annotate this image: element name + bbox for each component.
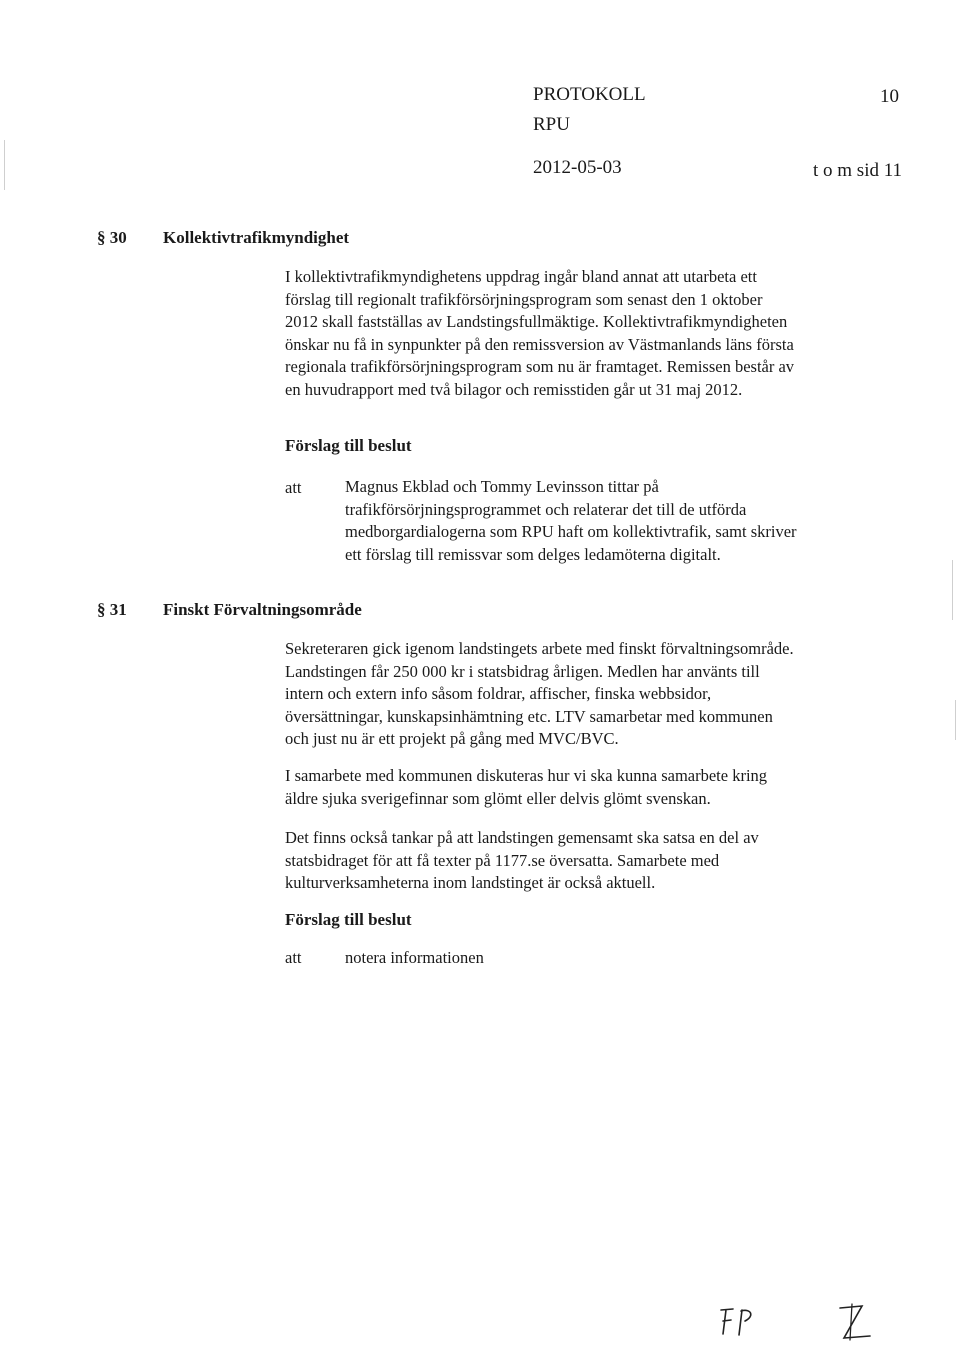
- paragraph-line: Det finns också tankar på att landstingen gemensamt ska satsa en del av: [285, 828, 759, 847]
- section-31-title: Finskt Förvaltningsområde: [163, 600, 362, 619]
- scan-edge-mark: [955, 700, 956, 740]
- page-range: t o m sid 11: [813, 160, 903, 181]
- meeting-date: 2012-05-03: [533, 157, 622, 178]
- section-31-number: § 31: [97, 600, 127, 619]
- paragraph-line: en huvudrapport med två bilagor och remisstiden går ut 31 maj 2012.: [285, 379, 743, 399]
- paragraph-line: översättningar, kunskapsinhämtning etc. LTV samarbetar med kommunen: [285, 706, 773, 726]
- paragraph-line: önskar nu få in synpunkter på den remissversion av Västmanlands läns första: [285, 334, 794, 354]
- section-30-number: § 30: [97, 228, 127, 247]
- section-31-paragraph-1: [285, 638, 794, 751]
- paragraph-line: statsbidraget för att få texter på 1177.se översatta. Samarbete med: [285, 850, 720, 870]
- handwritten-initials-z: [830, 1300, 880, 1346]
- paragraph-line: I samarbete med kommunen diskuteras hur vi ska kunna samarbete kring: [285, 766, 768, 785]
- section-30-paragraph: [285, 266, 794, 401]
- att-line: trafikförsörjningsprogrammet och relaterar det till de utförda: [345, 499, 747, 519]
- document-type: PROTOKOLL: [533, 84, 646, 105]
- section-30-att-label: att: [285, 478, 302, 497]
- att-line: ett förslag till remissvar som delges ledamöterna digitalt.: [345, 544, 721, 564]
- paragraph-line: I kollektivtrafikmyndighetens uppdrag ingår bland annat att utarbeta ett: [285, 267, 757, 286]
- organization: RPU: [533, 114, 570, 135]
- section-31-paragraph-2: [285, 765, 767, 810]
- scan-edge-mark: [4, 140, 5, 190]
- scan-edge-mark: [952, 560, 953, 620]
- section-31-att-label: att: [285, 948, 302, 967]
- section-31-att-text: notera informationen: [345, 948, 484, 967]
- paragraph-line: regionala trafikförsörjningsprogram som nu är framtaget. Remissen består av: [285, 357, 795, 376]
- paragraph-line: äldre sjuka sverigefinnar som glömt eller delvis glömt svenskan.: [285, 788, 711, 808]
- att-line: medborgardialogerna som RPU haft om kollektivtrafik, samt skriver: [345, 522, 797, 541]
- paragraph-line: kulturverksamheterna inom landstinget är också aktuell.: [285, 873, 656, 892]
- paragraph-line: och just nu är ett projekt på gång med MVC/BVC.: [285, 729, 619, 748]
- section-30-att-text: [345, 476, 797, 566]
- paragraph-line: Sekreteraren gick igenom landstingets arbete med finskt förvaltningsområde.: [285, 639, 794, 658]
- handwritten-initials-fp: [715, 1300, 775, 1340]
- section-31-paragraph-3: [285, 827, 759, 895]
- paragraph-line: förslag till regionalt trafikförsörjningsprogram som senast den 1 oktober: [285, 289, 763, 309]
- att-line: Magnus Ekblad och Tommy Levinsson tittar på: [345, 477, 659, 496]
- section-30-title: Kollektivtrafikmyndighet: [163, 228, 350, 247]
- paragraph-line: 2012 skall fastställas av Landstingsfullmäktige. Kollektivtrafikmyndigheten: [285, 312, 788, 331]
- paragraph-line: intern och extern info såsom foldrar, affischer, finska webbsidor,: [285, 684, 712, 703]
- page-number: 10: [880, 86, 899, 107]
- section-30-proposal-heading: Förslag till beslut: [285, 436, 412, 455]
- section-31-proposal-heading: Förslag till beslut: [285, 910, 412, 929]
- paragraph-line: Landstingen får 250 000 kr i statsbidrag årligen. Medlen har använts till: [285, 661, 760, 681]
